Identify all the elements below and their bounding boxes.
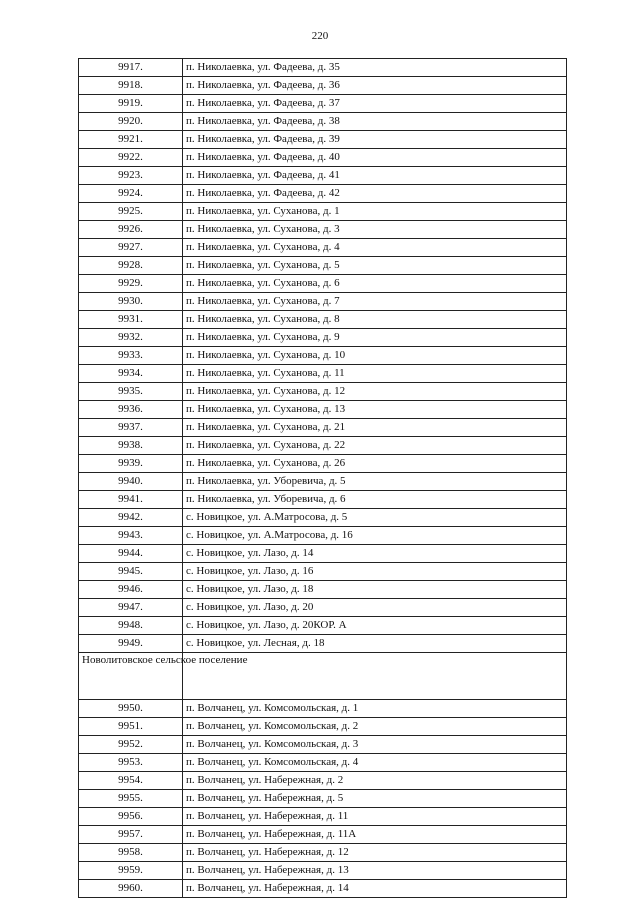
- table-row: [79, 113, 567, 131]
- row-address: п. Николаевка, ул. Фадеева, д. 42: [183, 185, 567, 203]
- row-address: п. Николаевка, ул. Суханова, д. 22: [183, 437, 567, 455]
- table-row: [79, 131, 567, 149]
- row-number: 9925.: [79, 203, 183, 221]
- table-row: [79, 754, 567, 772]
- row-number: 9933.: [79, 347, 183, 365]
- row-number: 9917.: [79, 59, 183, 77]
- row-number: 9952.: [79, 736, 183, 754]
- table-row: [79, 167, 567, 185]
- row-address: п. Николаевка, ул. Суханова, д. 5: [183, 257, 567, 275]
- row-number: 9947.: [79, 599, 183, 617]
- row-address: п. Волчанец, ул. Набережная, д. 12: [183, 844, 567, 862]
- row-address: п. Николаевка, ул. Уборевича, д. 5: [183, 473, 567, 491]
- row-number: 9923.: [79, 167, 183, 185]
- row-address: п. Николаевка, ул. Суханова, д. 8: [183, 311, 567, 329]
- row-number: 9929.: [79, 275, 183, 293]
- row-address: п. Волчанец, ул. Набережная, д. 11А: [183, 826, 567, 844]
- table-row: [79, 383, 567, 401]
- row-address: п. Николаевка, ул. Фадеева, д. 41: [183, 167, 567, 185]
- row-number: 9953.: [79, 754, 183, 772]
- row-number: 9951.: [79, 718, 183, 736]
- table-row: [79, 437, 567, 455]
- table-row: [79, 473, 567, 491]
- row-number: 9960.: [79, 880, 183, 898]
- row-number: 9937.: [79, 419, 183, 437]
- section-row: [79, 653, 567, 700]
- table-row: [79, 401, 567, 419]
- table-row: [79, 365, 567, 383]
- table-row: [79, 599, 567, 617]
- row-number: 9930.: [79, 293, 183, 311]
- table-row: [79, 509, 567, 527]
- row-number: 9958.: [79, 844, 183, 862]
- address-table: [78, 58, 567, 898]
- row-address: п. Николаевка, ул. Фадеева, д. 39: [183, 131, 567, 149]
- row-address: п. Николаевка, ул. Суханова, д. 12: [183, 383, 567, 401]
- row-number: 9921.: [79, 131, 183, 149]
- table-row: [79, 617, 567, 635]
- row-number: 9939.: [79, 455, 183, 473]
- row-address: с. Новицкое, ул. Лазо, д. 18: [183, 581, 567, 599]
- table-row: [79, 455, 567, 473]
- row-address: п. Волчанец, ул. Комсомольская, д. 2: [183, 718, 567, 736]
- row-address: п. Волчанец, ул. Набережная, д. 2: [183, 772, 567, 790]
- page-number: 220: [311, 30, 329, 42]
- row-number: 9938.: [79, 437, 183, 455]
- row-address: п. Николаевка, ул. Фадеева, д. 35: [183, 59, 567, 77]
- row-address: п. Николаевка, ул. Фадеева, д. 36: [183, 77, 567, 95]
- table-row: [79, 203, 567, 221]
- row-number: 9959.: [79, 862, 183, 880]
- table-row: [79, 826, 567, 844]
- row-address: п. Николаевка, ул. Суханова, д. 3: [183, 221, 567, 239]
- row-number: 9946.: [79, 581, 183, 599]
- row-number: 9950.: [79, 700, 183, 718]
- row-number: 9943.: [79, 527, 183, 545]
- table-row: [79, 149, 567, 167]
- row-address: п. Николаевка, ул. Суханова, д. 13: [183, 401, 567, 419]
- section-group: [79, 653, 567, 700]
- table-row: [79, 221, 567, 239]
- table-row: [79, 563, 567, 581]
- row-number: 9922.: [79, 149, 183, 167]
- row-address: п. Николаевка, ул. Фадеева, д. 38: [183, 113, 567, 131]
- table-row: [79, 347, 567, 365]
- table-row: [79, 95, 567, 113]
- row-number: 9956.: [79, 808, 183, 826]
- row-address: п. Волчанец, ул. Набережная, д. 13: [183, 862, 567, 880]
- row-address: п. Волчанец, ул. Комсомольская, д. 1: [183, 700, 567, 718]
- table-row: [79, 700, 567, 718]
- table-row: [79, 862, 567, 880]
- table-row: [79, 185, 567, 203]
- row-address: п. Николаевка, ул. Уборевича, д. 6: [183, 491, 567, 509]
- row-number: 9920.: [79, 113, 183, 131]
- row-number: 9941.: [79, 491, 183, 509]
- row-number: 9940.: [79, 473, 183, 491]
- row-address: с. Новицкое, ул. Лазо, д. 14: [183, 545, 567, 563]
- row-address: п. Николаевка, ул. Суханова, д. 11: [183, 365, 567, 383]
- row-number: 9919.: [79, 95, 183, 113]
- table-row: [79, 718, 567, 736]
- table-row: [79, 545, 567, 563]
- row-address: п. Николаевка, ул. Суханова, д. 4: [183, 239, 567, 257]
- row-address: п. Волчанец, ул. Комсомольская, д. 4: [183, 754, 567, 772]
- table-row: [79, 293, 567, 311]
- row-address: п. Николаевка, ул. Суханова, д. 21: [183, 419, 567, 437]
- table-row: [79, 772, 567, 790]
- row-number: 9931.: [79, 311, 183, 329]
- row-address: п. Николаевка, ул. Суханова, д. 1: [183, 203, 567, 221]
- table-row: [79, 844, 567, 862]
- row-number: 9936.: [79, 401, 183, 419]
- table-row: [79, 581, 567, 599]
- row-address: п. Волчанец, ул. Комсомольская, д. 3: [183, 736, 567, 754]
- row-address: с. Новицкое, ул. Лазо, д. 20: [183, 599, 567, 617]
- table-row: [79, 491, 567, 509]
- row-number: 9949.: [79, 635, 183, 653]
- address-rows-b: [79, 700, 567, 898]
- row-number: 9942.: [79, 509, 183, 527]
- row-address: с. Новицкое, ул. А.Матросова, д. 16: [183, 527, 567, 545]
- row-address: с. Новицкое, ул. Лазо, д. 16: [183, 563, 567, 581]
- table-row: [79, 790, 567, 808]
- row-address: п. Волчанец, ул. Набережная, д. 5: [183, 790, 567, 808]
- row-number: 9926.: [79, 221, 183, 239]
- row-address: с. Новицкое, ул. Лазо, д. 20КОР. А: [183, 617, 567, 635]
- row-number: 9932.: [79, 329, 183, 347]
- row-address: п. Николаевка, ул. Суханова, д. 10: [183, 347, 567, 365]
- section-name: Новолитовское сельское поселение: [79, 653, 183, 700]
- row-address: с. Новицкое, ул. Лесная, д. 18: [183, 635, 567, 653]
- row-address: п. Николаевка, ул. Фадеева, д. 40: [183, 149, 567, 167]
- row-number: 9928.: [79, 257, 183, 275]
- table-row: [79, 239, 567, 257]
- table-row: [79, 419, 567, 437]
- table-row: [79, 736, 567, 754]
- row-address: п. Николаевка, ул. Суханова, д. 7: [183, 293, 567, 311]
- table-row: [79, 880, 567, 898]
- table-row: [79, 329, 567, 347]
- row-address: п. Николаевка, ул. Суханова, д. 9: [183, 329, 567, 347]
- row-address: п. Волчанец, ул. Набережная, д. 11: [183, 808, 567, 826]
- row-address: с. Новицкое, ул. А.Матросова, д. 5: [183, 509, 567, 527]
- row-number: 9944.: [79, 545, 183, 563]
- table-row: [79, 275, 567, 293]
- row-number: 9924.: [79, 185, 183, 203]
- table-row: [79, 808, 567, 826]
- row-number: 9954.: [79, 772, 183, 790]
- row-number: 9934.: [79, 365, 183, 383]
- row-number: 9927.: [79, 239, 183, 257]
- row-number: 9935.: [79, 383, 183, 401]
- row-number: 9945.: [79, 563, 183, 581]
- table-row: [79, 77, 567, 95]
- address-rows-a: [79, 59, 567, 653]
- row-number: 9957.: [79, 826, 183, 844]
- row-number: 9955.: [79, 790, 183, 808]
- row-number: 9918.: [79, 77, 183, 95]
- row-address: п. Николаевка, ул. Фадеева, д. 37: [183, 95, 567, 113]
- table-row: [79, 311, 567, 329]
- table-row: [79, 59, 567, 77]
- row-number: 9948.: [79, 617, 183, 635]
- table-row: [79, 257, 567, 275]
- row-address: п. Николаевка, ул. Суханова, д. 6: [183, 275, 567, 293]
- table-row: [79, 527, 567, 545]
- table-row: [79, 635, 567, 653]
- row-address: п. Волчанец, ул. Набережная, д. 14: [183, 880, 567, 898]
- row-address: п. Николаевка, ул. Суханова, д. 26: [183, 455, 567, 473]
